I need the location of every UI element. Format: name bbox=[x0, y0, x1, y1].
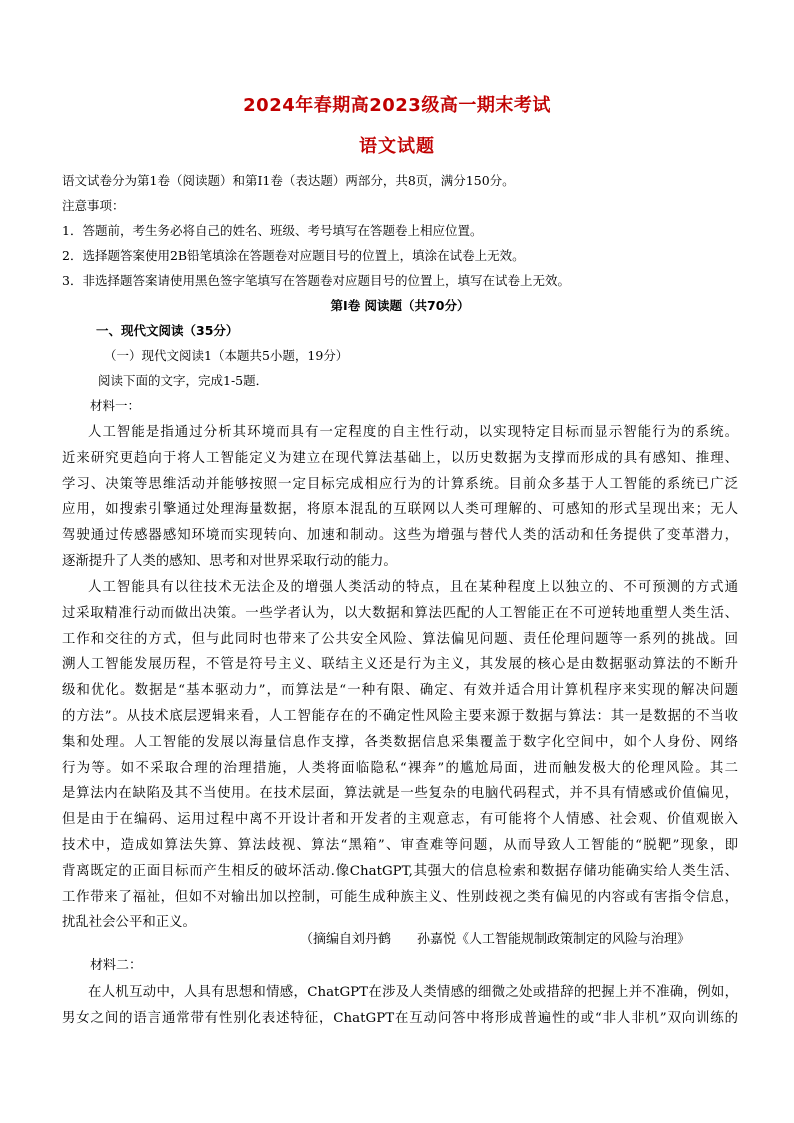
subsection1-title: （一）现代文阅读1（本题共5小题，19分） bbox=[104, 348, 349, 363]
exam-subtitle: 语文试题 bbox=[359, 136, 435, 157]
section1-title: 一、现代文阅读（35分） bbox=[96, 323, 239, 338]
text-line: 男女之间的语言通常带有性别化表述特征，ChatGPT在互动问答中将形成普遍性的或“非人非机”双向训练的 bbox=[62, 1010, 738, 1026]
text-line: 工作和交往的方式，但与此同时也带来了公共安全风险、算法偏见问题、责任伦理问题等一系列的挑战。回 bbox=[62, 631, 738, 647]
text-line: 但是由于在编码、运用过程中离不开设计者和开发者的主观意志，有可能将个人情感、社会观、价值观嵌入 bbox=[62, 812, 738, 828]
material2-label: 材料二： bbox=[90, 958, 143, 973]
material1-paragraph-2 bbox=[62, 575, 738, 936]
text-line: 逐渐提升了人类的感知、思考和对世界采取行动的能力。 bbox=[62, 553, 397, 569]
text-line: 学习、决策等思维活动并能够按照一定目标完成相应行为的计算系统。目前众多基于人工智能的系统已广泛 bbox=[62, 476, 738, 492]
text-line: 溯人工智能发展历程，不管是符号主义、联结主义还是行为主义，其发展的核心是由数据驱动算法的不断升 bbox=[62, 657, 738, 673]
text-line: 背离既定的正面目标而产生相反的破坏活动.像ChatGPT,其强大的信息检索和数据存储功能确实给人类生活、 bbox=[62, 863, 738, 879]
text-line: 人工智能具有以往技术无法企及的增强人类活动的特点，且在某种程度上以独立的、不可预测的方式通 bbox=[88, 580, 738, 595]
text-line: 在人机互动中，人具有思想和情感，ChatGPT在涉及人类情感的细微之处或措辞的把握上并不准确，例如， bbox=[88, 985, 738, 1000]
text-line: 行为等。如不采取合理的治理措施，人类将面临隐私“裸奔”的尴尬局面，进而触发极大的伦理风险。其二 bbox=[62, 760, 738, 776]
text-line: 应用，如搜索引擎通过处理海量数据，将原本混乱的互联网以人类可理解的、可感知的形式呈现出来；无人 bbox=[62, 502, 738, 518]
text-line: 集和处理。人工智能的发展以海量信息作支撑，各类数据信息采集覆盖于数字化空间中，如个人身份、网络 bbox=[62, 734, 738, 750]
text-line: 过采取精准行动而做出决策。一些学者认为，以大数据和算法匹配的人工智能正在不可逆转地重塑人类生活、 bbox=[62, 605, 738, 621]
material1-paragraph-1 bbox=[62, 420, 738, 575]
material2-paragraph-1 bbox=[62, 980, 738, 1032]
text-line: 级和优化。数据是“基本驱动力”，而算法是“一种有限、确定、有效并适合用计算机程序来实现的解决问题 bbox=[62, 683, 738, 699]
note-3: 3．非选择题答案请使用黑色签字笔填写在答题卷对应题目号的位置上，填写在试卷上无效。 bbox=[62, 273, 570, 288]
material1-label: 材料一： bbox=[90, 398, 141, 413]
instruction-text: 阅读下面的文字，完成1-5题． bbox=[98, 373, 269, 388]
note-1: 1．答题前，考生务必将自己的姓名、班级、考号填写在答题卷上相应位置。 bbox=[62, 223, 483, 238]
text-line: 扰乱社会公平和正义。 bbox=[62, 915, 196, 931]
note-2: 2．选择题答案使用2B铅笔填涂在答题卷对应题目号的位置上，填涂在试卷上无效。 bbox=[62, 248, 525, 263]
text-line: 是算法内在缺陷及其不当使用。在技术层面，算法就是一些复杂的电脑代码程式，并不具有情感或价值偏见， bbox=[62, 786, 738, 802]
text-line: 的方法”。从技术底层逻辑来看，人工智能存在的不确定性风险主要来源于数据与算法：其一是数据的不当收 bbox=[62, 708, 738, 724]
intro-text: 语文试卷分为第1卷（阅读题）和第I1卷（表达题）两部分，共8页，满分150分。 bbox=[62, 173, 515, 188]
text-line: 驾驶通过传感器感知环境而实现转向、加速和制动。这些为增强与替代人类的活动和任务提供了变革潜力， bbox=[62, 528, 738, 544]
part1-title: 第I卷 阅读题（共70分） bbox=[330, 298, 470, 313]
text-line: 人工智能是指通过分析其环境而具有一定程度的自主性行动，以实现特定目标而显示智能行为的系统。 bbox=[88, 425, 738, 440]
text-line: 工作带来了福祉，但如不对输出加以控制，可能生成种族主义、性别歧视之类有偏见的内容或有害指令信息， bbox=[62, 889, 738, 905]
source-citation: （摘编自刘丹鹤 孙嘉悦《人工智能规制政策制定的风险与治理》 bbox=[300, 932, 691, 947]
notes-title: 注意事项： bbox=[62, 198, 125, 213]
text-line: 近来研究更趋向于将人工智能定义为建立在现代算法基础上，以历史数据为支撑而形成的具有感知、推理、 bbox=[62, 450, 738, 466]
exam-title: 2024年春期高2023级高一期末考试 bbox=[243, 95, 551, 116]
text-line: 技术中，造成如算法失算、算法歧视、算法“黑箱”、审查难等问题，从而导致人工智能的“脱靶”现象，即 bbox=[62, 837, 738, 853]
